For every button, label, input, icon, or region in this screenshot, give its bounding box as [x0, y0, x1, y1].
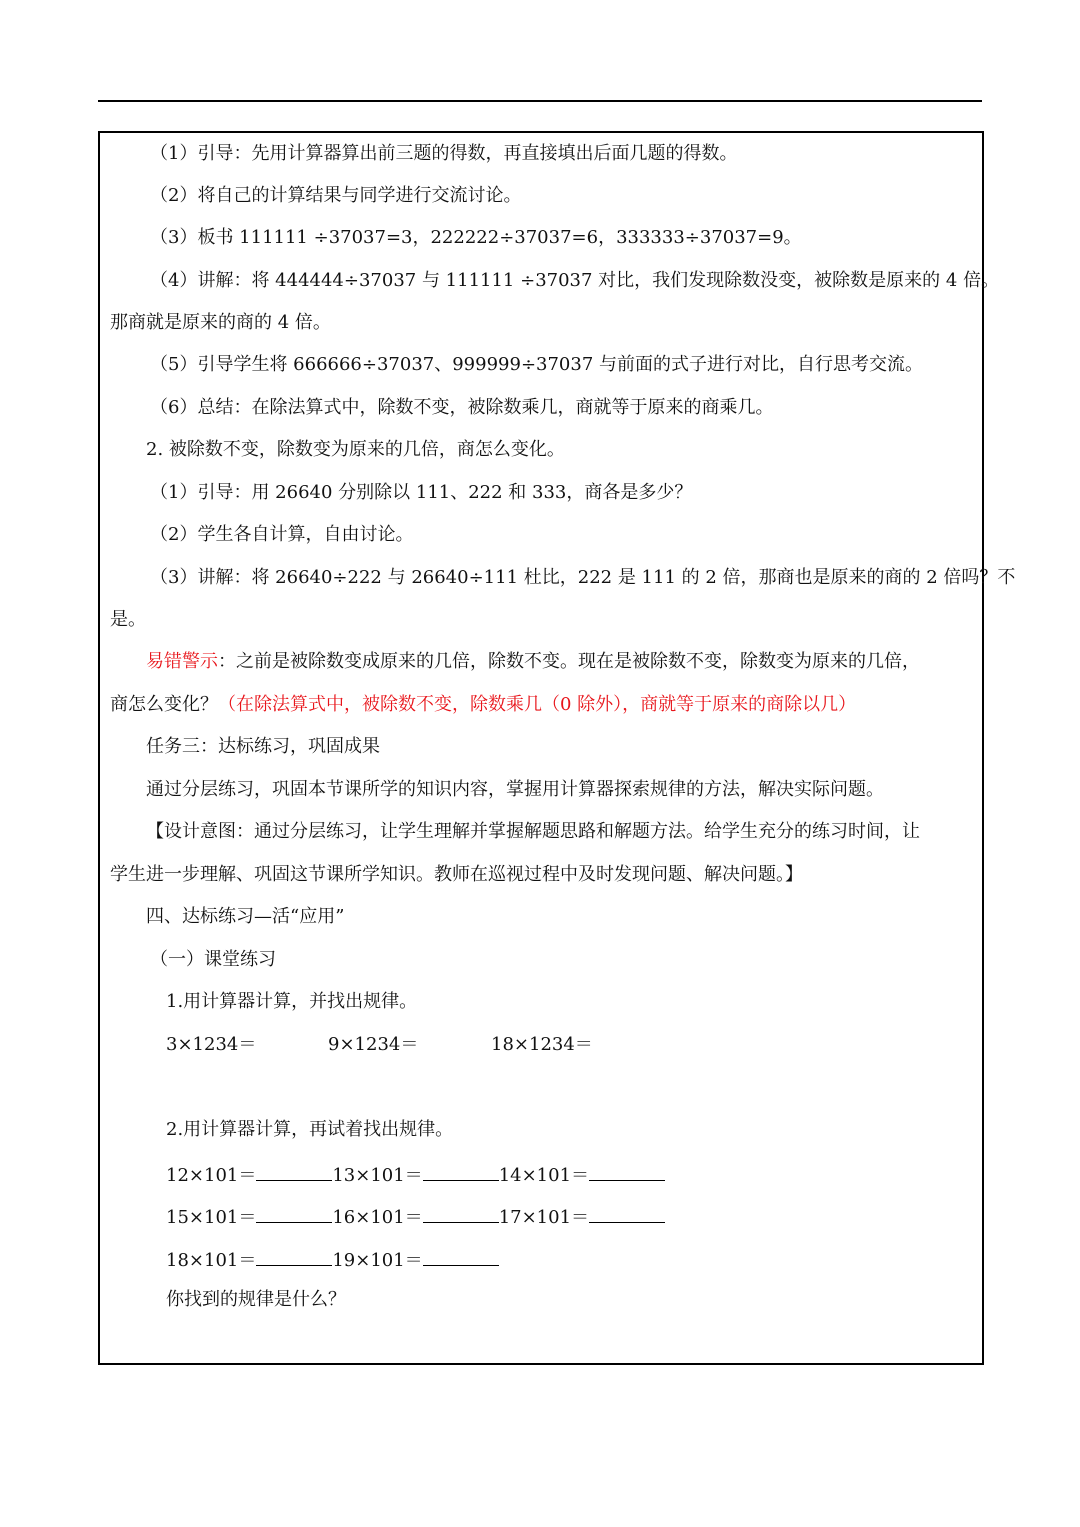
- q2-expression: 15×101＝: [166, 1207, 257, 1228]
- closing-question: 你找到的规律是什么？: [166, 1289, 346, 1310]
- answer-blank[interactable]: [256, 1247, 332, 1266]
- line-2: （2）将自己的计算结果与同学进行交流讨论。: [150, 185, 522, 206]
- q1-item: 18×1234＝: [491, 1034, 593, 1055]
- q2-expression: 16×101＝: [332, 1207, 423, 1228]
- sub-heading-classroom: （一）课堂练习: [150, 949, 276, 970]
- line-1: （1）引导：先用计算器算出前三题的得数，再直接填出后面几题的得数。: [150, 143, 738, 164]
- section-4-heading: 四、达标练习—活“应用”: [146, 906, 345, 927]
- answer-blank[interactable]: [423, 1204, 499, 1223]
- warning-label: 易错警示: [146, 651, 218, 672]
- q2-expression: 14×101＝: [498, 1165, 590, 1186]
- warning-line-1: [146, 651, 920, 673]
- warning-answer: （在除法算式中，被除数不变，除数乘几（0 除外），商就等于原来的商除以几）: [218, 694, 857, 715]
- answer-blank[interactable]: [256, 1204, 332, 1223]
- line-m1: （1）引导：用 26640 分别除以 111、222 和 333，商各是多少？: [150, 482, 693, 503]
- answer-blank[interactable]: [423, 1247, 499, 1266]
- question-1: 1.用计算器计算，并找出规律。: [166, 991, 418, 1012]
- line-4a: （4）讲解：将 444444÷37037 与 111111 ÷37037 对比，我们发现除数没变，被除数是原来的 4 倍。: [150, 270, 1000, 291]
- line-6: （6）总结：在除法算式中，除数不变，被除数乘几，商就等于原来的商乘几。: [150, 397, 774, 418]
- line-m2: （2）学生各自计算，自由讨论。: [150, 524, 414, 545]
- line-3: （3）板书 111111 ÷37037=3，222222÷37037=6，333333÷37037=9。: [150, 227, 802, 248]
- line-m3a: （3）讲解：将 26640÷222 与 26640÷111 杜比，222 是 111 的 2 倍，那商也是原来的商的 2 倍吗？不: [150, 567, 1016, 588]
- warning-line-2: [110, 694, 856, 716]
- answer-blank[interactable]: [256, 1162, 332, 1181]
- task3-heading: 任务三：达标练习，巩固成果: [146, 736, 380, 757]
- q2-expression: 18×101＝: [166, 1250, 257, 1271]
- line-5: （5）引导学生将 666666÷37037、999999÷37037 与前面的式子进行对比，自行思考交流。: [150, 354, 924, 375]
- warning-text: ：之前是被除数变成原来的几倍，除数不变。现在是被除数不变，除数变为原来的几倍，: [218, 651, 920, 672]
- q2-expression: 13×101＝: [332, 1165, 423, 1186]
- q2-row-3: [166, 1247, 499, 1272]
- q2-expression: 12×101＝: [166, 1165, 257, 1186]
- answer-blank[interactable]: [589, 1204, 665, 1223]
- question-2: 2.用计算器计算，再试着找出规律。: [166, 1119, 454, 1140]
- q2-row-2: [166, 1204, 665, 1229]
- q2-expression: 19×101＝: [332, 1250, 423, 1271]
- design-intent-2: 学生进一步理解、巩固这节课所学知识。教师在巡视过程中及时发现问题、解决问题。】: [110, 864, 803, 885]
- task3-desc: 通过分层练习，巩固本节课所学的知识内容，掌握用计算器探索规律的方法，解决实际问题。: [146, 779, 884, 800]
- q1-item: 3×1234＝: [166, 1034, 257, 1055]
- q1-item: 9×1234＝: [328, 1034, 419, 1055]
- header-rule: [98, 100, 982, 102]
- answer-blank[interactable]: [423, 1162, 499, 1181]
- q2-expression: 17×101＝: [498, 1207, 590, 1228]
- answer-blank[interactable]: [589, 1162, 665, 1181]
- warning-question: 商怎么变化？: [110, 694, 218, 715]
- line-m3b: 是。: [110, 609, 146, 630]
- q2-row-1: [166, 1162, 665, 1187]
- heading-2: 2. 被除数不变，除数变为原来的几倍，商怎么变化。: [146, 439, 565, 460]
- line-4b: 那商就是原来的商的 4 倍。: [110, 312, 331, 333]
- design-intent-1: 【设计意图：通过分层练习，让学生理解并掌握解题思路和解题方法。给学生充分的练习时间，让: [146, 821, 920, 842]
